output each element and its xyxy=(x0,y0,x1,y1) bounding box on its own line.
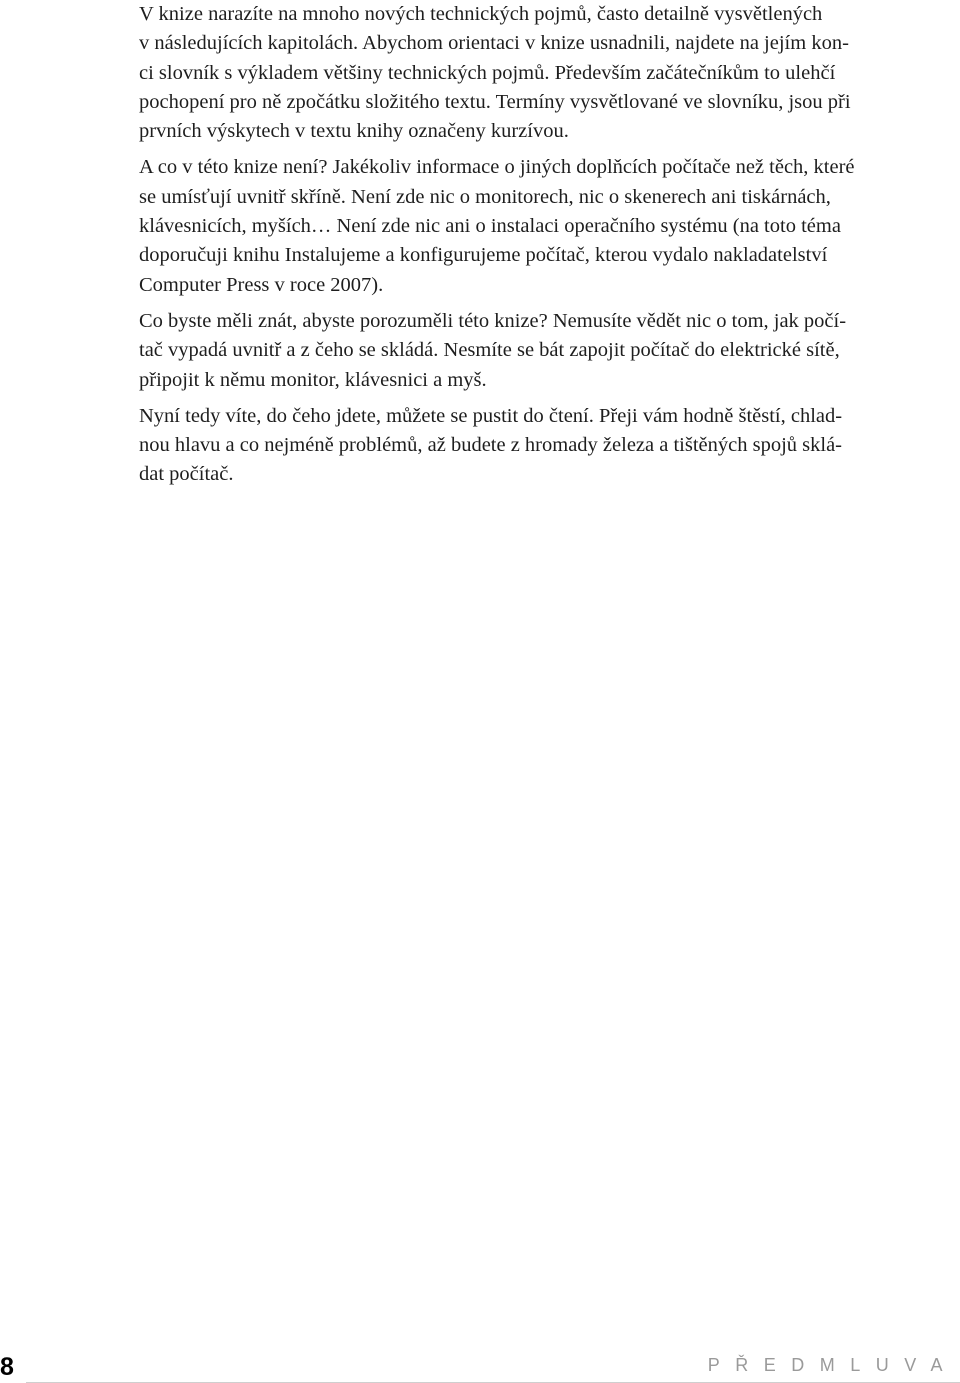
paragraph-spacer xyxy=(139,395,959,402)
text-line: Nyní tedy víte, do čeho jdete, můžete se pustit do čtení. Přeji vám hodně štěstí, chlad- xyxy=(139,404,843,427)
paragraph-spacer xyxy=(139,300,959,307)
text-line: A co v této knize není? Jakékoliv informace o jiných doplňcích počítače než těch, které xyxy=(139,156,855,179)
text-line: připojit k němu monitor, klávesnici a myš. xyxy=(139,368,487,391)
text-line: ci slovník s výkladem většiny technických pojmů. Především začátečníkům to ulehčí xyxy=(139,61,836,84)
text-line: V knize narazíte na mnoho nových technických pojmů, často detailně vysvětlených xyxy=(139,3,823,25)
page-number: 8 xyxy=(0,1353,14,1381)
paragraph-prerequisites xyxy=(139,307,959,395)
text-line: pochopení pro ně zpočátku složitého textu. Termíny vysvětlované ve slovníku, jsou při xyxy=(139,90,851,113)
text-line: nou hlavu a co nejméně problémů, až budete z hromady železa a tištěných spojů sklá- xyxy=(139,434,843,457)
paragraph-scope xyxy=(139,153,959,299)
text-line: Computer Press v roce 2007). xyxy=(139,273,384,296)
paragraph-spacer xyxy=(139,146,959,153)
text-line: tač vypadá uvnitř a z čeho se skládá. Nesmíte se bát zapojit počítač do elektrické sítě, xyxy=(139,339,840,362)
text-line: v následujících kapitolách. Abychom orientaci v knize usnadnili, najdete na jejím kon- xyxy=(139,32,849,55)
paragraph-closing xyxy=(139,402,959,490)
text-line: Co byste měli znát, abyste porozuměli této knize? Nemusíte vědět nic o tom, jak počí- xyxy=(139,309,847,332)
text-line: klávesnicích, myších… Není zde nic ani o instalaci operačního systému (na toto téma xyxy=(139,215,841,238)
text-line: dat počítač. xyxy=(139,463,234,486)
paragraph-glossary xyxy=(139,0,959,146)
text-line: prvních výskytech v textu knihy označeny kurzívou. xyxy=(139,120,569,143)
page-body xyxy=(139,0,959,490)
text-line: se umísťují uvnitř skříně. Není zde nic o monitorech, nic o skenerech ani tiskárnách, xyxy=(139,185,831,208)
running-head: PŘEDMLUVA xyxy=(707,1355,958,1375)
text-line: doporučuji knihu Instalujeme a konfigurujeme počítač, kterou vydalo nakladatelství xyxy=(139,244,828,267)
